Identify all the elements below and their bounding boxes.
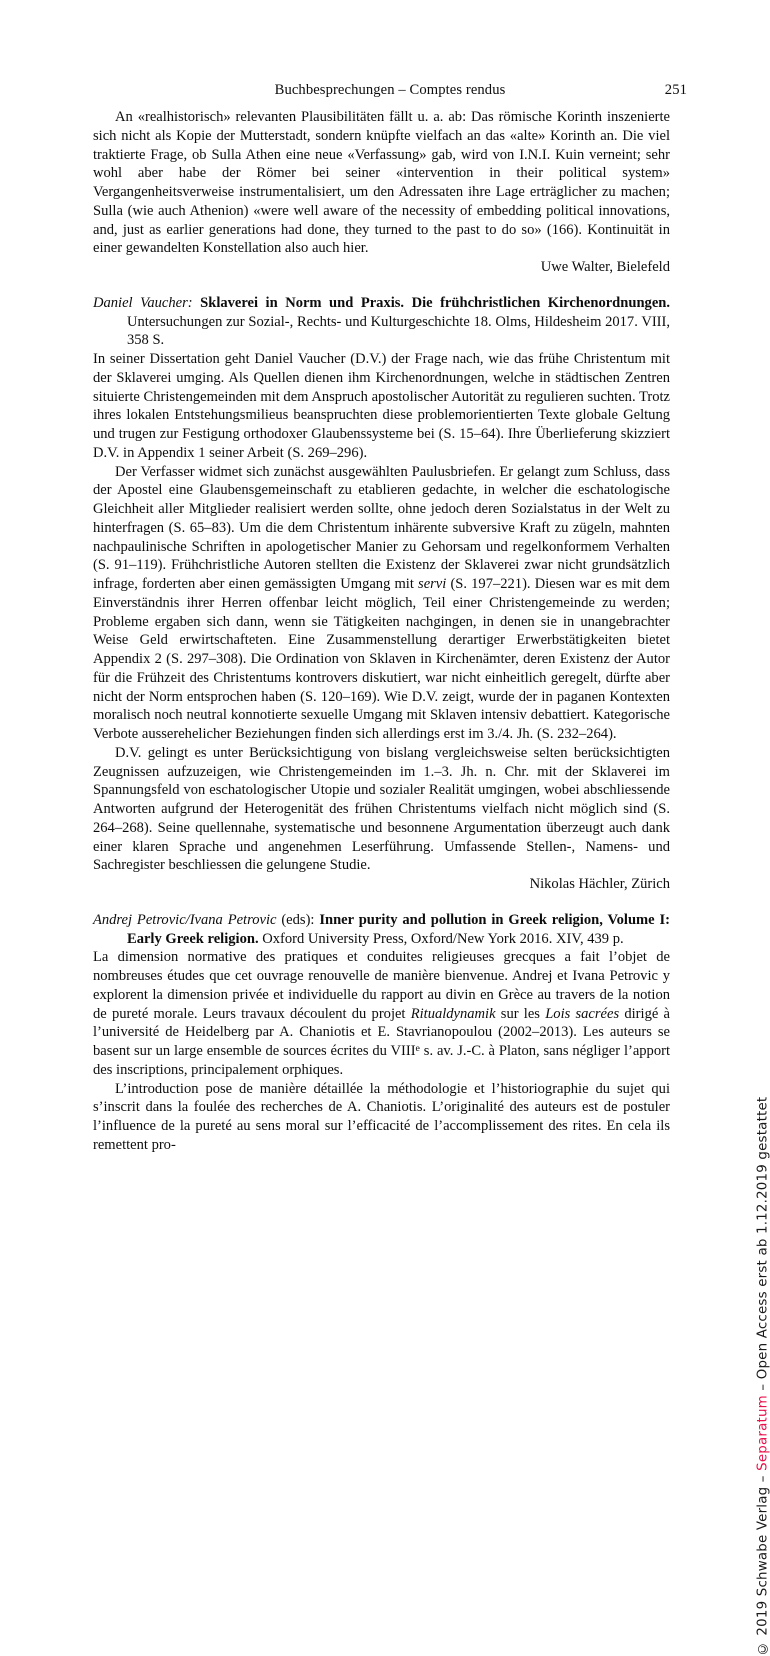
work-title-lois-sacrees: Lois sacrées (545, 1005, 620, 1022)
latin-term-servi: servi (418, 576, 447, 592)
page-number: 251 (664, 82, 687, 98)
ordinal-suffix: e (415, 1042, 420, 1054)
review-editor-note-petrovic: (eds): (276, 911, 320, 928)
side-note-suffix: – Open Access erst ab 1.12.2019 gestattet (755, 1097, 770, 1396)
paragraph-vaucher-1: In seiner Dissertation geht Daniel Vaucher (D.V.) der Frage nach, wie das frühe Christentum mit der Sklaverei umging. Als Quellen dienen ihm Kirchenordnungen, welche in städtischen Zentren situierte Christengemeinden mit dem Anspruch apostolischer Autorität zu regulieren suchten. Trotz ihres lokalen Entstehungsmilieus beanspruchten diese problemorientierten Texte globale Geltung und trugen zur Festigung orthodoxer Glaubenssysteme bei (S. 15–64). Ihre Überlieferung skizziert D.V. in Appendix 1 seiner Arbeit (S. 269–296). (93, 351, 670, 461)
paragraph-petrovic-1 (93, 948, 670, 1079)
review-heading-petrovic (93, 911, 670, 949)
signature-haechler: Nikolas Hächler, Zürich (529, 876, 670, 892)
paragraph-petrovic-1-part-c: dirigé à l’université de Heidelberg par A. Chaniotis et E. Stavrianopoulou (2002–2013). Les auteurs se basent sur un large ensemble de sources écrites du VIII (93, 1005, 670, 1059)
review-imprint-petrovic: Oxford University Press, Oxford/New York 2016. XIV, 439 p. (258, 930, 624, 947)
review-author-petrovic: Andrej Petrovic/Ivana Petrovic (93, 911, 277, 928)
paragraph-petrovic-2: L’introduction pose de manière détaillée la méthodologie et l’historiographie du sujet qui s’inscrit dans la foulée des recherches de A. Chaniotis. L’originalité des auteurs est de postuler l’influence de la pureté au sens moral sur l’efficacité de l’accomplissement des rites. En cela ils remettent pro- (93, 1080, 670, 1153)
paragraph-petrovic-1-part-b: sur les (495, 1005, 546, 1022)
paragraph-vaucher-3 (93, 744, 670, 894)
paragraph-petrovic-1-part-d: s. av. J.-C. à Platon, sans négliger l’apport des inscriptions, principalement orphiques. (93, 1043, 670, 1078)
running-head-title: Buchbesprechungen – Comptes rendus (274, 82, 506, 98)
paragraph-petrovic-1-part-a: La dimension normative des pratiques et conduites religieuses grecques a fait l’objet de nombreuses études que cet ouvrage renouvelle de manière bienvenue. Andrej et Ivana Petrovic y explorent la dimension privée et individuelle du rapport au divin en Grèce au travers de la notion de pureté morale. Leurs travaux découlent du projet (93, 949, 670, 1022)
paragraph-vaucher-2-part-b: (S. 197–221). Diesen war es mit dem Einverständnis ihrer Herren offenbar leicht möglich, Teil einer Christengemeinde zu werden; Probleme ergaben sich dann, wenn sie Tätigkeiten nachgingen, in denen sie in unangebrachter Weise Geld erwirtschafteten. Eine Zusammenstellung derartiger Erwerbstätigkeiten bietet Appendix 2 (S. 297–308). Die Ordination von Sklaven in Kirchenämter, deren Existenz der Autor für die Frühzeit des Christentums kontrovers diskutiert, war nicht einheitlich geregelt, dürfte aber nicht der Norm entsprochen haben (S. 120–169). Wie D.V. zeigt, wurde der in paganen Kontexten moralisch noch neutral konnotierte sexuelle Umgang mit Sklaven intensiv debattiert. Kategorische Verbote ausserehelicher Beziehungen finden sich allerdings erst im 3./4. Jh. (S. 232–264). (93, 576, 670, 742)
paragraph-vaucher-3-text: D.V. gelingt es unter Berücksichtigung von bislang vergleichsweise selten berücksichtigten Zeugnissen aufzuzeigen, wie Christengemeinden im 1.–3. Jh. n. Chr. mit der Sklaverei im Spannungsfeld von eschatologischer Utopie und sozialer Realität umgingen, wobei abschliessende Antworten aufgrund der Heterogenität des frühen Christentums vielfach nicht möglich sind (S. 264–268). Seine quellennahe, systematische und besonnene Argumentation überzeugt auch dank einer klaren Sprache und angenehmen Leserführung. Umfassende Stellen-, Namens- und Sachregister beschliessen die gelungene Studie. (93, 744, 670, 874)
side-note-prefix: © 2019 Schwabe Verlag – (755, 1471, 770, 1656)
copyright-side-note (756, 1097, 769, 1656)
paragraph-corinth: An «realhistorisch» relevanten Plausibilitäten fällt u. a. ab: Das römische Korinth inszenierte sich nicht als Kopie der Mutterstadt, sondern knüpfte vielfach an das «alte» Korinth an. Die viel traktierte Frage, ob Sulla Athen eine neue «Verfassung» gab, wird von I.N.I. Kuin verneint; sehr wohl aber habe der Römer bei seiner «intervention in their political system» Vergangenheitsverweise instrumentalisiert, um den Adressaten ihre Lage erträglicher zu machen; Sulla (wie auch Athenion) «were well aware of the necessity of embedding political innovations, and, just as earlier generations had done, they turned to the past to do so» (166). Kontinuität in einer gewandelten Konstellation also auch hier. (93, 109, 670, 257)
review-imprint-vaucher: Untersuchungen zur Sozial-, Rechts- und Kulturgeschichte 18. Olms, Hildesheim 2017. VIII, 358 S. (127, 313, 670, 349)
review-title-petrovic: Inner purity and pollution in Greek religion, Volume I: Early Greek religion. (127, 911, 670, 947)
project-name-ritualdynamik: Ritualdynamik (410, 1005, 496, 1022)
paragraph-vaucher-2 (93, 463, 670, 744)
review-author-vaucher: Daniel Vaucher: (93, 294, 193, 311)
review-heading-vaucher (93, 294, 670, 350)
review-title-vaucher: Sklaverei in Norm und Praxis. Die frühchristlichen Kirchenordnungen. (192, 294, 670, 311)
signature-walter: Uwe Walter, Bielefeld (540, 259, 670, 275)
running-head (93, 82, 687, 99)
side-note-separatum: Separatum (755, 1395, 770, 1472)
text-column (93, 108, 670, 1155)
paragraph-vaucher-2-part-a: Der Verfasser widmet sich zunächst ausgewählten Paulusbriefen. Er gelangt zum Schluss, dass der Apostel eine Glaubensgemeinschaft zu etablieren gedachte, in welcher die eschatologische Gleichheit aller Mitglieder realisiert werden sollte, ohne jedoch deren Sozialstatus in der Welt zu hinterfragen (S. 65–83). Um die dem Christentum inhärente subversive Kraft zu zügeln, mahnten nachpaulinische Schriften in apologetischer Manier zu Gehorsam und regelkonformem Verhalten (S. 91–119). Frühchristliche Autoren stellten die Existenz der Sklaverei zwar nicht grundsätzlich infrage, forderten aber einen gemässigten Umgang mit (93, 463, 670, 592)
